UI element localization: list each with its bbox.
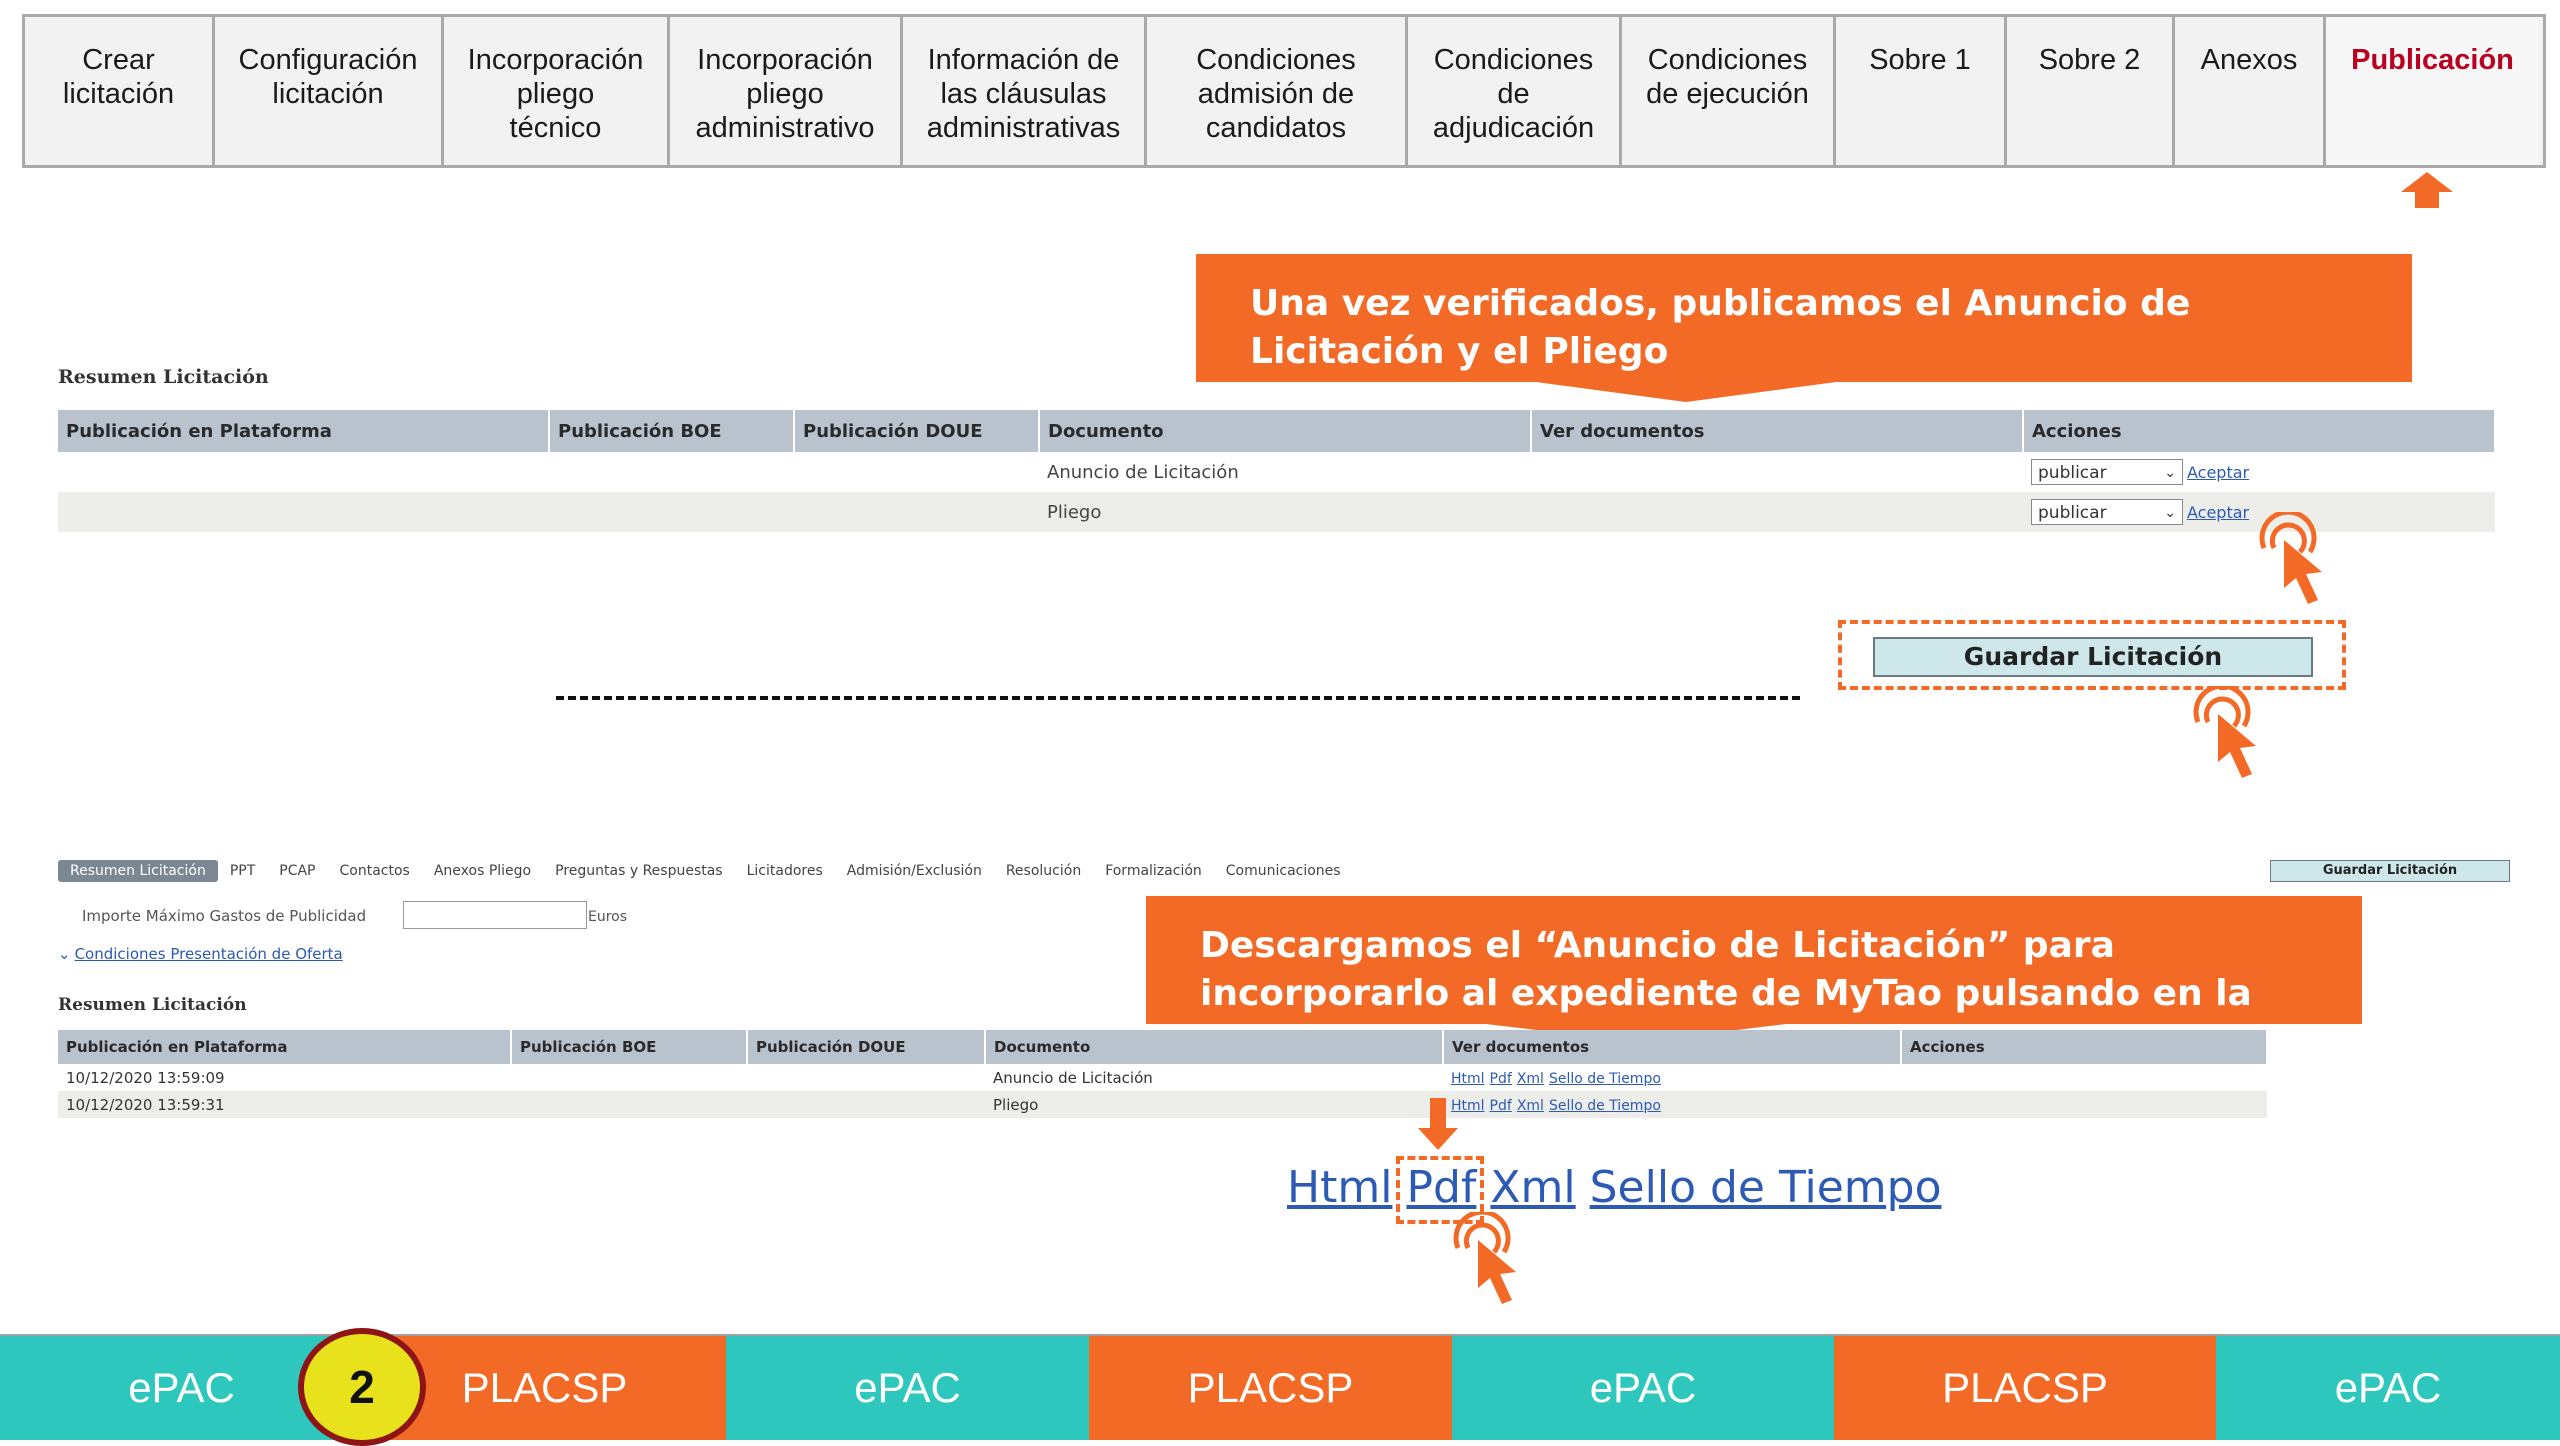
resumen-tabs <box>58 860 1353 882</box>
tab-ppt[interactable]: PPT <box>229 863 256 879</box>
tab-resolucion[interactable]: Resolución <box>1005 863 1082 879</box>
process-step-label: ePAC <box>128 1364 235 1411</box>
documento-cell: Anuncio de Licitación <box>1047 461 1239 483</box>
tab-contactos[interactable]: Contactos <box>339 863 410 879</box>
process-step-epac <box>2216 1334 2560 1440</box>
callout-publish-text: Una vez verificados, publicamos el Anuncio de Licitación y el Pliego <box>1250 283 2191 372</box>
publish-select-value: publicar <box>2038 503 2107 523</box>
step-crear-licitacion[interactable]: Crear licitación <box>25 17 215 165</box>
process-step-label: PLACSP <box>461 1364 628 1411</box>
importe-label: Importe Máximo Gastos de Publicidad <box>82 907 367 925</box>
callout-publish <box>1196 254 2412 382</box>
step-clausulas-administrativas[interactable]: Información de las cláusulas administrativas <box>903 17 1147 165</box>
col-plataforma: Publicación en Plataforma <box>58 1030 511 1064</box>
tab-admision-exclusion[interactable]: Admisión/Exclusión <box>846 863 982 879</box>
callout-download <box>1146 896 2362 1024</box>
summary-title-2: Resumen Licitación <box>58 995 247 1015</box>
importe-input[interactable] <box>403 901 587 929</box>
connector-dashed-line <box>556 696 1800 700</box>
chevron-down-icon: ⌄ <box>2164 505 2176 521</box>
tab-anexos-pliego[interactable]: Anexos Pliego <box>433 863 532 879</box>
down-arrow-icon <box>1418 1098 1458 1150</box>
documento-cell: Anuncio de Licitación <box>993 1068 1153 1087</box>
zoom-sello-link[interactable]: Sello de Tiempo <box>1589 1162 1942 1213</box>
process-step-label: ePAC <box>1589 1364 1697 1411</box>
col-doue: Publicación DOUE <box>747 1030 985 1064</box>
process-step-epac <box>1452 1334 1834 1440</box>
condiciones-link-text: Condiciones Presentación de Oferta <box>74 945 343 963</box>
table-row <box>58 1064 2267 1091</box>
table-row <box>58 452 2495 492</box>
col-documento: Documento <box>1039 410 1531 452</box>
step-sobre-2[interactable]: Sobre 2 <box>2007 17 2175 165</box>
summary-table-publish <box>58 410 2496 532</box>
publish-select-value: publicar <box>2038 463 2107 483</box>
condiciones-link[interactable] <box>58 945 343 963</box>
aceptar-link[interactable]: Aceptar <box>2187 462 2250 482</box>
chevron-down-icon: ⌄ <box>58 945 71 963</box>
table-row <box>58 492 2495 532</box>
col-plataforma: Publicación en Plataforma <box>58 410 549 452</box>
tab-resumen-licitacion[interactable]: Resumen Licitación <box>58 860 218 882</box>
process-step-placsp <box>1089 1334 1452 1440</box>
click-cursor-icon <box>2254 512 2334 608</box>
pdf-link[interactable]: Pdf <box>1489 1070 1512 1087</box>
col-ver-documentos: Ver documentos <box>1443 1030 1901 1064</box>
html-link[interactable]: Html <box>1451 1070 1485 1087</box>
process-step-placsp <box>1834 1334 2216 1440</box>
table-row <box>58 1091 2267 1118</box>
tab-formalizacion[interactable]: Formalización <box>1105 863 1202 879</box>
documento-cell: Pliego <box>985 1091 1443 1118</box>
zoomed-document-links <box>1287 1162 1956 1213</box>
documento-cell: Pliego <box>1039 492 1531 532</box>
step-anexos[interactable]: Anexos <box>2175 17 2326 165</box>
click-cursor-icon <box>2188 686 2268 782</box>
col-ver-documentos: Ver documentos <box>1531 410 2023 452</box>
zoom-xml-link[interactable]: Xml <box>1490 1162 1576 1213</box>
publish-select[interactable] <box>2031 499 2183 525</box>
col-boe: Publicación BOE <box>549 410 794 452</box>
xml-link[interactable]: Xml <box>1516 1097 1544 1114</box>
importe-unit: Euros <box>588 909 628 925</box>
tab-licitadores[interactable]: Licitadores <box>746 863 823 879</box>
process-step-label: PLACSP <box>1942 1364 2108 1411</box>
guardar-licitacion-small-button[interactable]: Guardar Licitación <box>2270 860 2510 882</box>
step-publicacion[interactable]: Publicación <box>2326 17 2539 165</box>
xml-link[interactable]: Xml <box>1516 1070 1544 1087</box>
col-acciones: Acciones <box>1901 1030 2267 1064</box>
col-documento: Documento <box>985 1030 1443 1064</box>
sello-tiempo-link[interactable]: Sello de Tiempo <box>1548 1097 1661 1114</box>
step-condiciones-ejecucion[interactable]: Condiciones de ejecución <box>1622 17 1836 165</box>
step-pliego-tecnico[interactable]: Incorporación pliego técnico <box>444 17 670 165</box>
zoom-html-link[interactable]: Html <box>1287 1162 1393 1213</box>
callout-download-text: Descargamos el “Anuncio de Licitación” para incorporarlo al expediente de MyTao pulsando en la <box>1200 925 2252 1014</box>
step-configuracion-licitacion[interactable]: Configuración licitación <box>215 17 444 165</box>
summary-table-published <box>58 1030 2268 1118</box>
col-boe: Publicación BOE <box>511 1030 747 1064</box>
wizard-steps-bar <box>22 14 2546 168</box>
summary-title: Resumen Licitación <box>58 366 269 388</box>
click-cursor-icon <box>1448 1212 1528 1308</box>
pdf-link[interactable]: Pdf <box>1489 1097 1512 1114</box>
tab-preguntas-respuestas[interactable]: Preguntas y Respuestas <box>555 863 723 879</box>
process-step-epac <box>726 1334 1089 1440</box>
process-step-label: PLACSP <box>1187 1364 1354 1411</box>
step-sobre-1[interactable]: Sobre 1 <box>1836 17 2007 165</box>
guardar-licitacion-button[interactable]: Guardar Licitación <box>1873 637 2313 677</box>
step-pliego-administrativo[interactable]: Incorporación pliego administrativo <box>670 17 903 165</box>
step-condiciones-adjudicacion[interactable]: Condiciones de adjudicación <box>1408 17 1622 165</box>
step-condiciones-admision[interactable]: Condiciones admisión de candidatos <box>1147 17 1408 165</box>
zoom-pdf-link[interactable]: Pdf <box>1406 1162 1477 1213</box>
tab-pcap[interactable]: PCAP <box>279 863 316 879</box>
html-link[interactable]: Html <box>1451 1097 1485 1114</box>
col-acciones: Acciones <box>2023 410 2495 452</box>
fecha-cell: 10/12/2020 13:59:31 <box>58 1091 511 1118</box>
publish-select[interactable] <box>2031 459 2183 485</box>
col-doue: Publicación DOUE <box>794 410 1039 452</box>
process-step-label: ePAC <box>854 1364 961 1411</box>
aceptar-link[interactable]: Aceptar <box>2187 502 2250 522</box>
up-arrow-icon <box>2399 170 2455 210</box>
sello-tiempo-link[interactable]: Sello de Tiempo <box>1548 1070 1661 1087</box>
step-number-badge: 2 <box>298 1328 426 1446</box>
fecha-cell: 10/12/2020 13:59:09 <box>66 1068 225 1087</box>
chevron-down-icon: ⌄ <box>2164 465 2176 481</box>
process-step-label: ePAC <box>2334 1364 2442 1411</box>
tab-comunicaciones[interactable]: Comunicaciones <box>1225 863 1341 879</box>
